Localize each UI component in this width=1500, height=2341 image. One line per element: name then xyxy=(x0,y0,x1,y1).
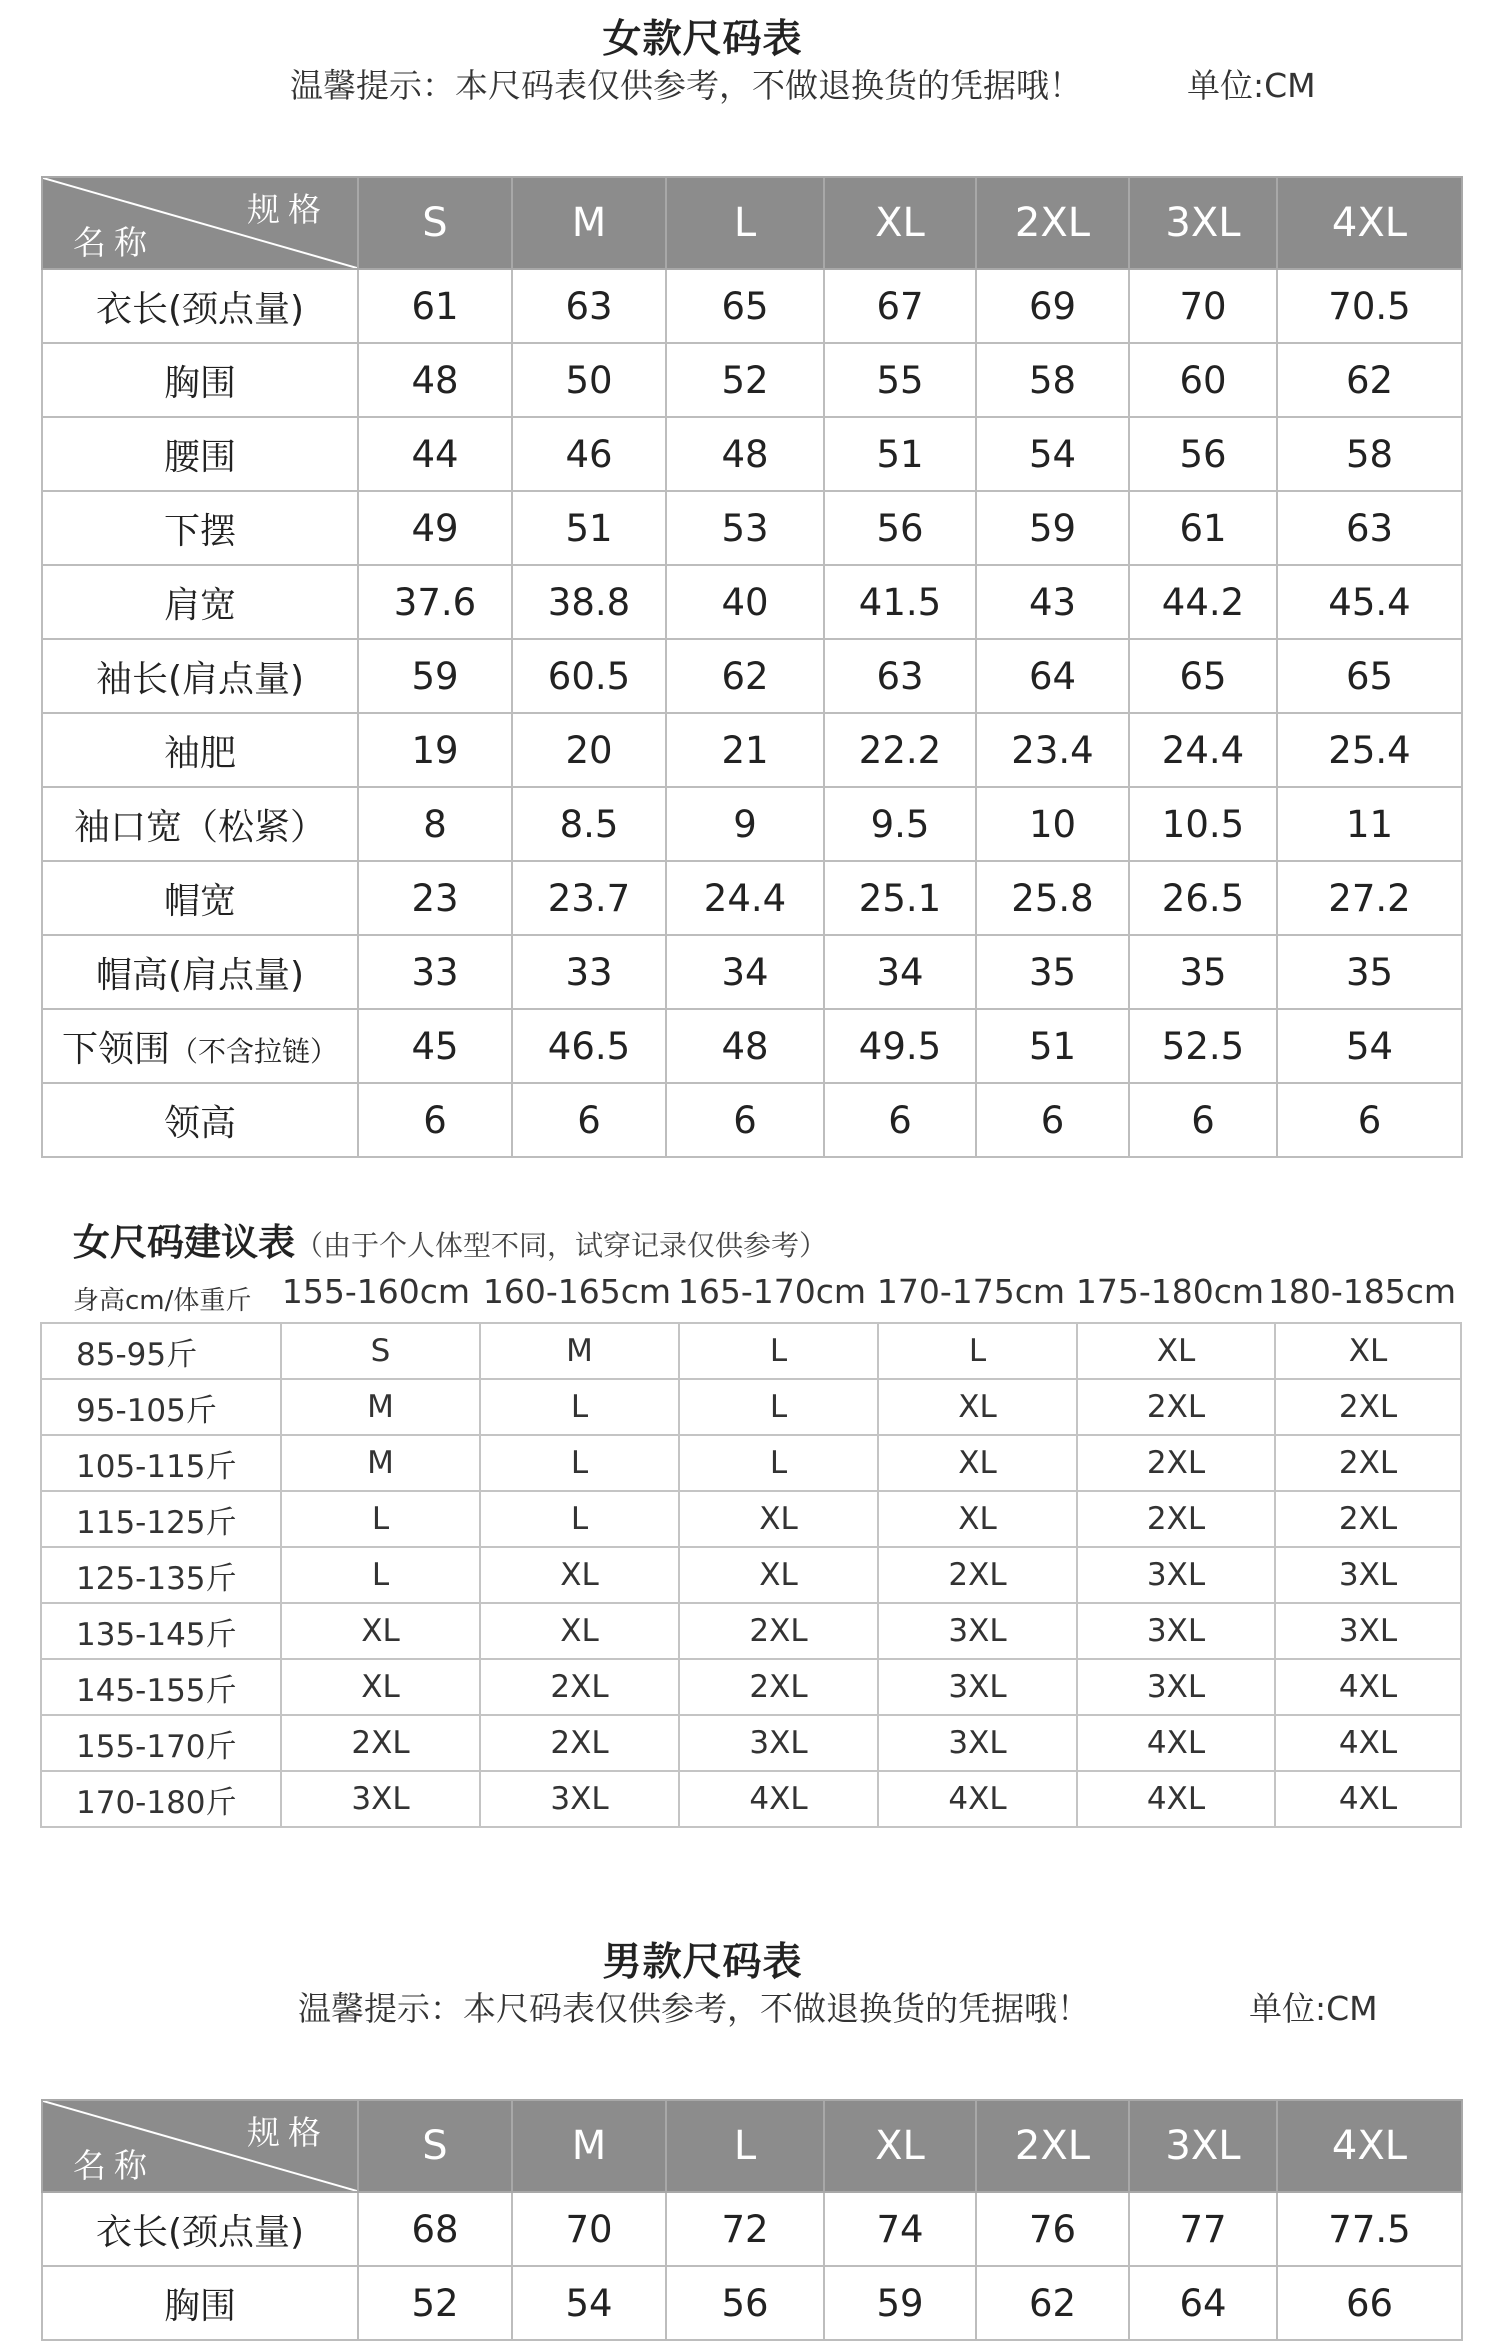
table-row xyxy=(42,2192,1462,2266)
size-value-cell: 23.4 xyxy=(976,713,1129,787)
size-value-cell: 65 xyxy=(666,269,824,343)
size-header: 2XL xyxy=(976,2100,1129,2192)
size-value-cell: 52 xyxy=(358,2266,512,2340)
size-value-cell: 58 xyxy=(976,343,1129,417)
recommended-size-cell: 2XL xyxy=(1077,1379,1275,1435)
recommend-table xyxy=(40,1322,1462,1828)
table-row xyxy=(42,1009,1462,1083)
recommend-title-block xyxy=(73,1212,827,1266)
height-header: 165-170cm xyxy=(677,1272,867,1311)
measurement-label: 帽宽 xyxy=(163,880,236,922)
size-header: M xyxy=(512,2100,666,2192)
size-value-cell: 40 xyxy=(666,565,824,639)
size-value-cell: 35 xyxy=(976,935,1129,1009)
measurement-name xyxy=(42,2266,358,2340)
corner-spec-label: 规格 xyxy=(247,2113,329,2152)
measurement-name xyxy=(42,565,358,639)
recommended-size-cell: 3XL xyxy=(281,1771,480,1827)
measurement-name xyxy=(42,269,358,343)
table-row xyxy=(41,1491,1461,1547)
size-value-cell: 52 xyxy=(666,343,824,417)
size-value-cell: 6 xyxy=(512,1083,666,1157)
size-value-cell: 74 xyxy=(824,2192,976,2266)
size-value-cell: 50 xyxy=(512,343,666,417)
size-value-cell: 24.4 xyxy=(1129,713,1277,787)
size-value-cell: 33 xyxy=(358,935,512,1009)
measurement-name xyxy=(42,935,358,1009)
recommended-size-cell: 3XL xyxy=(878,1715,1077,1771)
size-value-cell: 35 xyxy=(1277,935,1462,1009)
measurement-name xyxy=(42,1009,358,1083)
recommended-size-cell: M xyxy=(281,1435,480,1491)
measurement-label: 胸围 xyxy=(163,2285,236,2327)
size-value-cell: 56 xyxy=(824,491,976,565)
recommended-size-cell: 3XL xyxy=(1275,1603,1461,1659)
size-value-cell: 46 xyxy=(512,417,666,491)
size-value-cell: 55 xyxy=(824,343,976,417)
recommended-size-cell: 2XL xyxy=(1275,1491,1461,1547)
recommended-size-cell: S xyxy=(281,1323,480,1379)
table-row xyxy=(41,1547,1461,1603)
size-value-cell: 34 xyxy=(824,935,976,1009)
women-size-table xyxy=(41,176,1463,1158)
recommended-size-cell: L xyxy=(281,1547,480,1603)
size-value-cell: 48 xyxy=(666,417,824,491)
recommended-size-cell: XL xyxy=(480,1603,679,1659)
recommended-size-cell: 4XL xyxy=(1077,1715,1275,1771)
size-value-cell: 76 xyxy=(976,2192,1129,2266)
size-header: S xyxy=(358,177,512,269)
recommended-size-cell: 3XL xyxy=(1077,1659,1275,1715)
recommended-size-cell: 4XL xyxy=(878,1771,1077,1827)
size-value-cell: 21 xyxy=(666,713,824,787)
size-value-cell: 62 xyxy=(976,2266,1129,2340)
men-size-table xyxy=(41,2099,1463,2341)
recommended-size-cell: M xyxy=(281,1379,480,1435)
recommended-size-cell: 3XL xyxy=(878,1603,1077,1659)
recommended-size-cell: 2XL xyxy=(480,1715,679,1771)
weight-range-cell: 170-180斤 xyxy=(41,1771,281,1827)
size-header: S xyxy=(358,2100,512,2192)
size-value-cell: 61 xyxy=(358,269,512,343)
weight-range-cell: 95-105斤 xyxy=(41,1379,281,1435)
weight-range-cell: 145-155斤 xyxy=(41,1659,281,1715)
recommended-size-cell: 4XL xyxy=(1077,1771,1275,1827)
table-row xyxy=(42,713,1462,787)
size-value-cell: 52.5 xyxy=(1129,1009,1277,1083)
size-header: M xyxy=(512,177,666,269)
size-value-cell: 60 xyxy=(1129,343,1277,417)
recommended-size-cell: 2XL xyxy=(679,1659,878,1715)
recommended-size-cell: 4XL xyxy=(1275,1659,1461,1715)
size-value-cell: 70 xyxy=(1129,269,1277,343)
size-value-cell: 62 xyxy=(1277,343,1462,417)
recommended-size-cell: XL xyxy=(679,1491,878,1547)
men-chart-title: 男款尺码表 xyxy=(602,1940,803,1985)
recommended-size-cell: 2XL xyxy=(1275,1435,1461,1491)
height-header: 170-175cm xyxy=(876,1272,1066,1311)
size-value-cell: 45.4 xyxy=(1277,565,1462,639)
measurement-label: 袖长(肩点量) xyxy=(95,658,305,700)
measurement-name xyxy=(42,787,358,861)
size-header: XL xyxy=(824,177,976,269)
size-value-cell: 45 xyxy=(358,1009,512,1083)
size-header: XL xyxy=(824,2100,976,2192)
measurement-label: 袖口宽（松紧） xyxy=(73,806,326,848)
measurement-label: 胸围 xyxy=(163,362,236,404)
size-value-cell: 35 xyxy=(1129,935,1277,1009)
recommended-size-cell: 3XL xyxy=(878,1659,1077,1715)
recommended-size-cell: XL xyxy=(878,1435,1077,1491)
size-value-cell: 27.2 xyxy=(1277,861,1462,935)
size-value-cell: 72 xyxy=(666,2192,824,2266)
recommended-size-cell: 4XL xyxy=(1275,1715,1461,1771)
measurement-name xyxy=(42,417,358,491)
size-value-cell: 9 xyxy=(666,787,824,861)
table-row xyxy=(41,1603,1461,1659)
recommended-size-cell: L xyxy=(679,1323,878,1379)
table-row xyxy=(42,639,1462,713)
table-row xyxy=(42,787,1462,861)
table-row xyxy=(42,861,1462,935)
recommended-size-cell: 2XL xyxy=(1077,1435,1275,1491)
size-value-cell: 70.5 xyxy=(1277,269,1462,343)
recommended-size-cell: L xyxy=(679,1379,878,1435)
size-value-cell: 46.5 xyxy=(512,1009,666,1083)
size-value-cell: 51 xyxy=(976,1009,1129,1083)
size-header: 3XL xyxy=(1129,2100,1277,2192)
size-value-cell: 54 xyxy=(976,417,1129,491)
recommended-size-cell: 3XL xyxy=(1077,1547,1275,1603)
recommended-size-cell: XL xyxy=(1077,1323,1275,1379)
size-value-cell: 62 xyxy=(666,639,824,713)
size-value-cell: 23.7 xyxy=(512,861,666,935)
size-value-cell: 6 xyxy=(1129,1083,1277,1157)
measurement-label: 领高 xyxy=(163,1102,236,1144)
size-header: 4XL xyxy=(1277,2100,1462,2192)
recommended-size-cell: 2XL xyxy=(1077,1491,1275,1547)
size-value-cell: 77.5 xyxy=(1277,2192,1462,2266)
recommended-size-cell: L xyxy=(480,1435,679,1491)
women-header-row xyxy=(42,177,1462,269)
size-value-cell: 34 xyxy=(666,935,824,1009)
size-value-cell: 64 xyxy=(1129,2266,1277,2340)
table-row xyxy=(42,935,1462,1009)
size-value-cell: 63 xyxy=(512,269,666,343)
men-header-row xyxy=(42,2100,1462,2192)
size-value-cell: 25.8 xyxy=(976,861,1129,935)
recommended-size-cell: 3XL xyxy=(480,1771,679,1827)
measurement-name xyxy=(42,639,358,713)
size-header: 2XL xyxy=(976,177,1129,269)
measurement-name xyxy=(42,861,358,935)
recommended-size-cell: 2XL xyxy=(281,1715,480,1771)
size-value-cell: 43 xyxy=(976,565,1129,639)
height-weight-header: 身高cm/体重斤 xyxy=(73,1286,252,1316)
weight-range-cell: 155-170斤 xyxy=(41,1715,281,1771)
size-value-cell: 6 xyxy=(1277,1083,1462,1157)
size-value-cell: 6 xyxy=(666,1083,824,1157)
weight-range-cell: 105-115斤 xyxy=(41,1435,281,1491)
recommended-size-cell: XL xyxy=(281,1603,480,1659)
recommend-title: 女尺码建议表 xyxy=(73,1221,295,1264)
size-value-cell: 8.5 xyxy=(512,787,666,861)
size-value-cell: 49.5 xyxy=(824,1009,976,1083)
size-value-cell: 22.2 xyxy=(824,713,976,787)
size-value-cell: 67 xyxy=(824,269,976,343)
weight-range-cell: 85-95斤 xyxy=(41,1323,281,1379)
corner-spec-label: 规格 xyxy=(247,190,329,229)
size-header: 4XL xyxy=(1277,177,1462,269)
recommended-size-cell: XL xyxy=(878,1491,1077,1547)
size-value-cell: 58 xyxy=(1277,417,1462,491)
size-value-cell: 25.4 xyxy=(1277,713,1462,787)
size-value-cell: 8 xyxy=(358,787,512,861)
table-row xyxy=(42,565,1462,639)
recommended-size-cell: 4XL xyxy=(679,1771,878,1827)
size-value-cell: 51 xyxy=(512,491,666,565)
recommend-subtitle: （由于个人体型不同，试穿记录仅供参考） xyxy=(295,1229,828,1262)
table-row xyxy=(42,417,1462,491)
table-row xyxy=(41,1379,1461,1435)
size-value-cell: 41.5 xyxy=(824,565,976,639)
recommended-size-cell: 3XL xyxy=(679,1715,878,1771)
size-value-cell: 44 xyxy=(358,417,512,491)
measurement-label: 腰围 xyxy=(163,436,236,478)
size-value-cell: 56 xyxy=(1129,417,1277,491)
women-corner-cell xyxy=(42,177,358,269)
size-value-cell: 59 xyxy=(976,491,1129,565)
size-value-cell: 70 xyxy=(512,2192,666,2266)
recommended-size-cell: 2XL xyxy=(878,1547,1077,1603)
recommended-size-cell: L xyxy=(480,1379,679,1435)
size-value-cell: 38.8 xyxy=(512,565,666,639)
table-row xyxy=(41,1659,1461,1715)
size-value-cell: 24.4 xyxy=(666,861,824,935)
recommended-size-cell: M xyxy=(480,1323,679,1379)
size-value-cell: 26.5 xyxy=(1129,861,1277,935)
measurement-label: 下领围 xyxy=(61,1028,170,1070)
table-row xyxy=(41,1323,1461,1379)
recommended-size-cell: L xyxy=(281,1491,480,1547)
women-unit: 单位:CM xyxy=(1187,66,1316,105)
recommended-size-cell: 2XL xyxy=(480,1659,679,1715)
size-value-cell: 53 xyxy=(666,491,824,565)
size-value-cell: 66 xyxy=(1277,2266,1462,2340)
recommended-size-cell: 4XL xyxy=(1275,1771,1461,1827)
table-row xyxy=(41,1771,1461,1827)
corner-name-label: 名称 xyxy=(73,223,155,262)
measurement-label: 衣长(颈点量) xyxy=(95,2211,305,2253)
size-value-cell: 64 xyxy=(976,639,1129,713)
measurement-label: 肩宽 xyxy=(163,584,236,626)
size-value-cell: 37.6 xyxy=(358,565,512,639)
corner-name-label: 名称 xyxy=(73,2146,155,2185)
table-row xyxy=(41,1715,1461,1771)
size-value-cell: 49 xyxy=(358,491,512,565)
size-value-cell: 6 xyxy=(824,1083,976,1157)
size-value-cell: 77 xyxy=(1129,2192,1277,2266)
size-value-cell: 11 xyxy=(1277,787,1462,861)
recommended-size-cell: L xyxy=(679,1435,878,1491)
measurement-label: 衣长(颈点量) xyxy=(95,288,305,330)
recommended-size-cell: 2XL xyxy=(1275,1379,1461,1435)
size-value-cell: 65 xyxy=(1277,639,1462,713)
size-value-cell: 56 xyxy=(666,2266,824,2340)
size-value-cell: 69 xyxy=(976,269,1129,343)
measurement-name xyxy=(42,491,358,565)
size-value-cell: 44.2 xyxy=(1129,565,1277,639)
size-value-cell: 48 xyxy=(358,343,512,417)
size-value-cell: 60.5 xyxy=(512,639,666,713)
table-row xyxy=(41,1435,1461,1491)
size-value-cell: 63 xyxy=(1277,491,1462,565)
height-header: 155-160cm xyxy=(281,1272,471,1311)
recommended-size-cell: L xyxy=(480,1491,679,1547)
women-chart-title: 女款尺码表 xyxy=(602,17,803,62)
height-header: 180-185cm xyxy=(1267,1272,1457,1311)
size-value-cell: 20 xyxy=(512,713,666,787)
recommended-size-cell: 3XL xyxy=(1275,1547,1461,1603)
recommended-size-cell: 2XL xyxy=(679,1603,878,1659)
size-value-cell: 23 xyxy=(358,861,512,935)
measurement-name xyxy=(42,2192,358,2266)
size-value-cell: 59 xyxy=(358,639,512,713)
measurement-name xyxy=(42,1083,358,1157)
size-value-cell: 51 xyxy=(824,417,976,491)
size-value-cell: 61 xyxy=(1129,491,1277,565)
men-notice: 温馨提示：本尺码表仅供参考，不做退换货的凭据哦！ xyxy=(298,1989,1090,2028)
table-row xyxy=(42,269,1462,343)
size-value-cell: 54 xyxy=(1277,1009,1462,1083)
size-value-cell: 65 xyxy=(1129,639,1277,713)
size-header: 3XL xyxy=(1129,177,1277,269)
size-value-cell: 63 xyxy=(824,639,976,713)
measurement-name xyxy=(42,343,358,417)
table-row xyxy=(42,343,1462,417)
recommended-size-cell: XL xyxy=(1275,1323,1461,1379)
size-value-cell: 10 xyxy=(976,787,1129,861)
size-header: L xyxy=(666,177,824,269)
size-value-cell: 6 xyxy=(976,1083,1129,1157)
measurement-label: 帽高(肩点量) xyxy=(95,954,305,996)
size-value-cell: 6 xyxy=(358,1083,512,1157)
table-row xyxy=(42,2266,1462,2340)
measurement-label: 下摆 xyxy=(163,510,236,552)
size-value-cell: 9.5 xyxy=(824,787,976,861)
height-header: 175-180cm xyxy=(1075,1272,1265,1311)
size-value-cell: 59 xyxy=(824,2266,976,2340)
recommended-size-cell: XL xyxy=(480,1547,679,1603)
women-notice: 温馨提示：本尺码表仅供参考，不做退换货的凭据哦！ xyxy=(290,66,1082,105)
men-corner-cell xyxy=(42,2100,358,2192)
recommended-size-cell: XL xyxy=(679,1547,878,1603)
size-value-cell: 48 xyxy=(666,1009,824,1083)
recommended-size-cell: L xyxy=(878,1323,1077,1379)
size-value-cell: 25.1 xyxy=(824,861,976,935)
size-value-cell: 33 xyxy=(512,935,666,1009)
men-unit: 单位:CM xyxy=(1249,1989,1378,2028)
height-header: 160-165cm xyxy=(482,1272,672,1311)
size-value-cell: 68 xyxy=(358,2192,512,2266)
weight-range-cell: 135-145斤 xyxy=(41,1603,281,1659)
recommended-size-cell: XL xyxy=(281,1659,480,1715)
measurement-label: 袖肥 xyxy=(163,732,236,774)
table-row xyxy=(42,491,1462,565)
weight-range-cell: 115-125斤 xyxy=(41,1491,281,1547)
size-value-cell: 19 xyxy=(358,713,512,787)
weight-range-cell: 125-135斤 xyxy=(41,1547,281,1603)
size-header: L xyxy=(666,2100,824,2192)
measurement-name xyxy=(42,713,358,787)
size-value-cell: 10.5 xyxy=(1129,787,1277,861)
recommended-size-cell: 3XL xyxy=(1077,1603,1275,1659)
size-value-cell: 54 xyxy=(512,2266,666,2340)
table-row xyxy=(42,1083,1462,1157)
recommended-size-cell: XL xyxy=(878,1379,1077,1435)
measurement-note: （不含拉链） xyxy=(170,1034,339,1068)
